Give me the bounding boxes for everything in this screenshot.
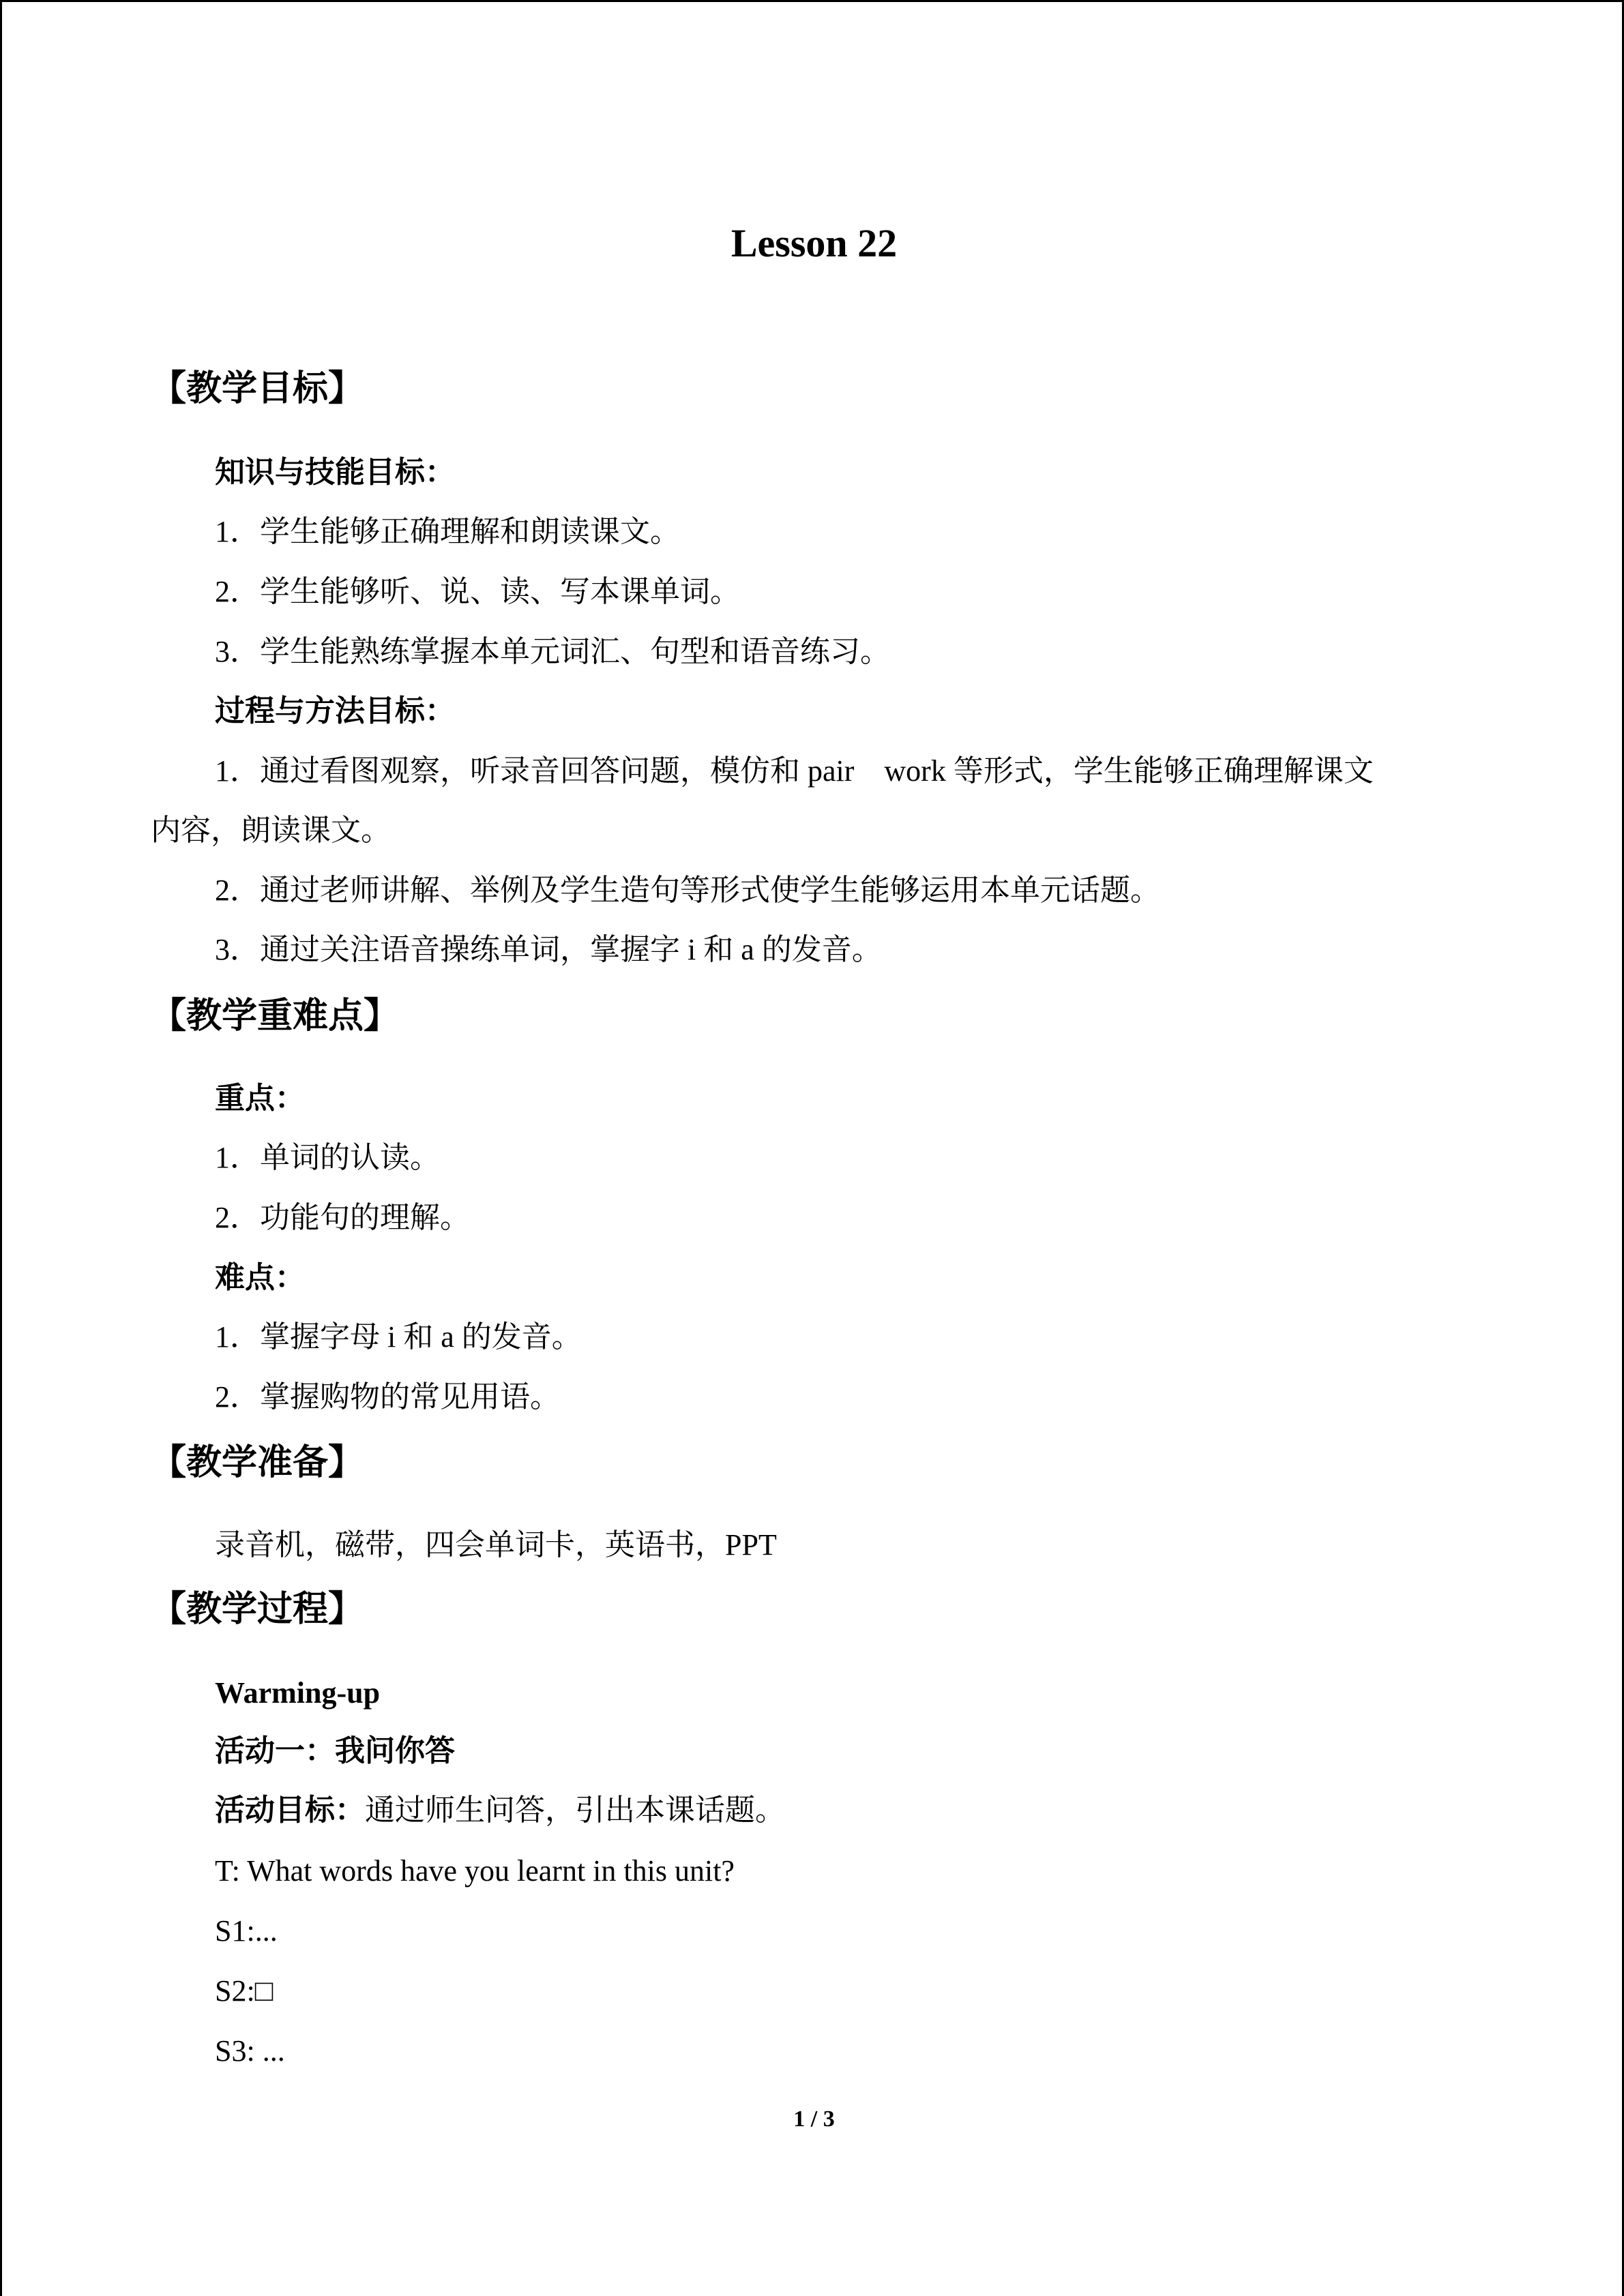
section-heading-goals: 【教学目标】	[151, 368, 364, 409]
stage-title: Warming-up	[215, 1676, 381, 1710]
activity-title: 活动一：我问你答	[215, 1734, 455, 1768]
activity-goal-label: 活动目标：	[215, 1793, 365, 1827]
document-title: Lesson 22	[730, 221, 898, 265]
key-point-item: 2．功能句的理解。	[215, 1201, 470, 1234]
knowledge-goal-item: 2．学生能够听、说、读、写本课单词。	[215, 575, 740, 608]
process-goals-label: 过程与方法目标：	[215, 694, 455, 728]
section-heading-preparation: 【教学准备】	[151, 1442, 364, 1483]
difficult-points-label: 难点：	[215, 1261, 305, 1294]
knowledge-goal-item: 3．学生能熟练掌握本单元词汇、句型和语音练习。	[215, 635, 890, 668]
process-goal-item: 3．通过关注语音操练单词，掌握字 i 和 a 的发音。	[215, 933, 882, 966]
section-heading-key-points: 【教学重难点】	[151, 996, 400, 1037]
knowledge-goal-item: 1．学生能够正确理解和朗读课文。	[215, 515, 680, 548]
activity-goal	[215, 1790, 785, 1831]
knowledge-goals-label: 知识与技能目标：	[215, 456, 455, 489]
section-heading-process: 【教学过程】	[151, 1589, 364, 1630]
activity-goal-text: 通过师生问答，引出本课话题。	[365, 1793, 785, 1827]
preparation-text: 录音机，磁带，四会单词卡，英语书，PPT	[215, 1528, 777, 1562]
page-number: 1 / 3	[793, 2106, 835, 2132]
key-point-item: 1．单词的认读。	[215, 1141, 440, 1174]
key-points-label: 重点：	[215, 1082, 305, 1115]
difficult-point-item: 2．掌握购物的常见用语。	[215, 1380, 560, 1414]
difficult-point-item: 1．掌握字母 i 和 a 的发音。	[215, 1320, 582, 1354]
process-goal-item-continuation: 内容，朗读课文。	[151, 814, 391, 847]
dialogue-line: T: What words have you learnt in this unit?	[215, 1854, 735, 1888]
dialogue-line: S3: ...	[215, 2034, 285, 2068]
process-goal-item: 2．通过老师讲解、举例及学生造句等形式使学生能够运用本单元话题。	[215, 874, 1160, 907]
process-goal-item: 1．通过看图观察，听录音回答问题，模仿和 pair work 等形式，学生能够正确理解课文	[215, 754, 1374, 788]
dialogue-line: S2:□	[215, 1974, 274, 2008]
dialogue-line: S1:...	[215, 1914, 278, 1948]
